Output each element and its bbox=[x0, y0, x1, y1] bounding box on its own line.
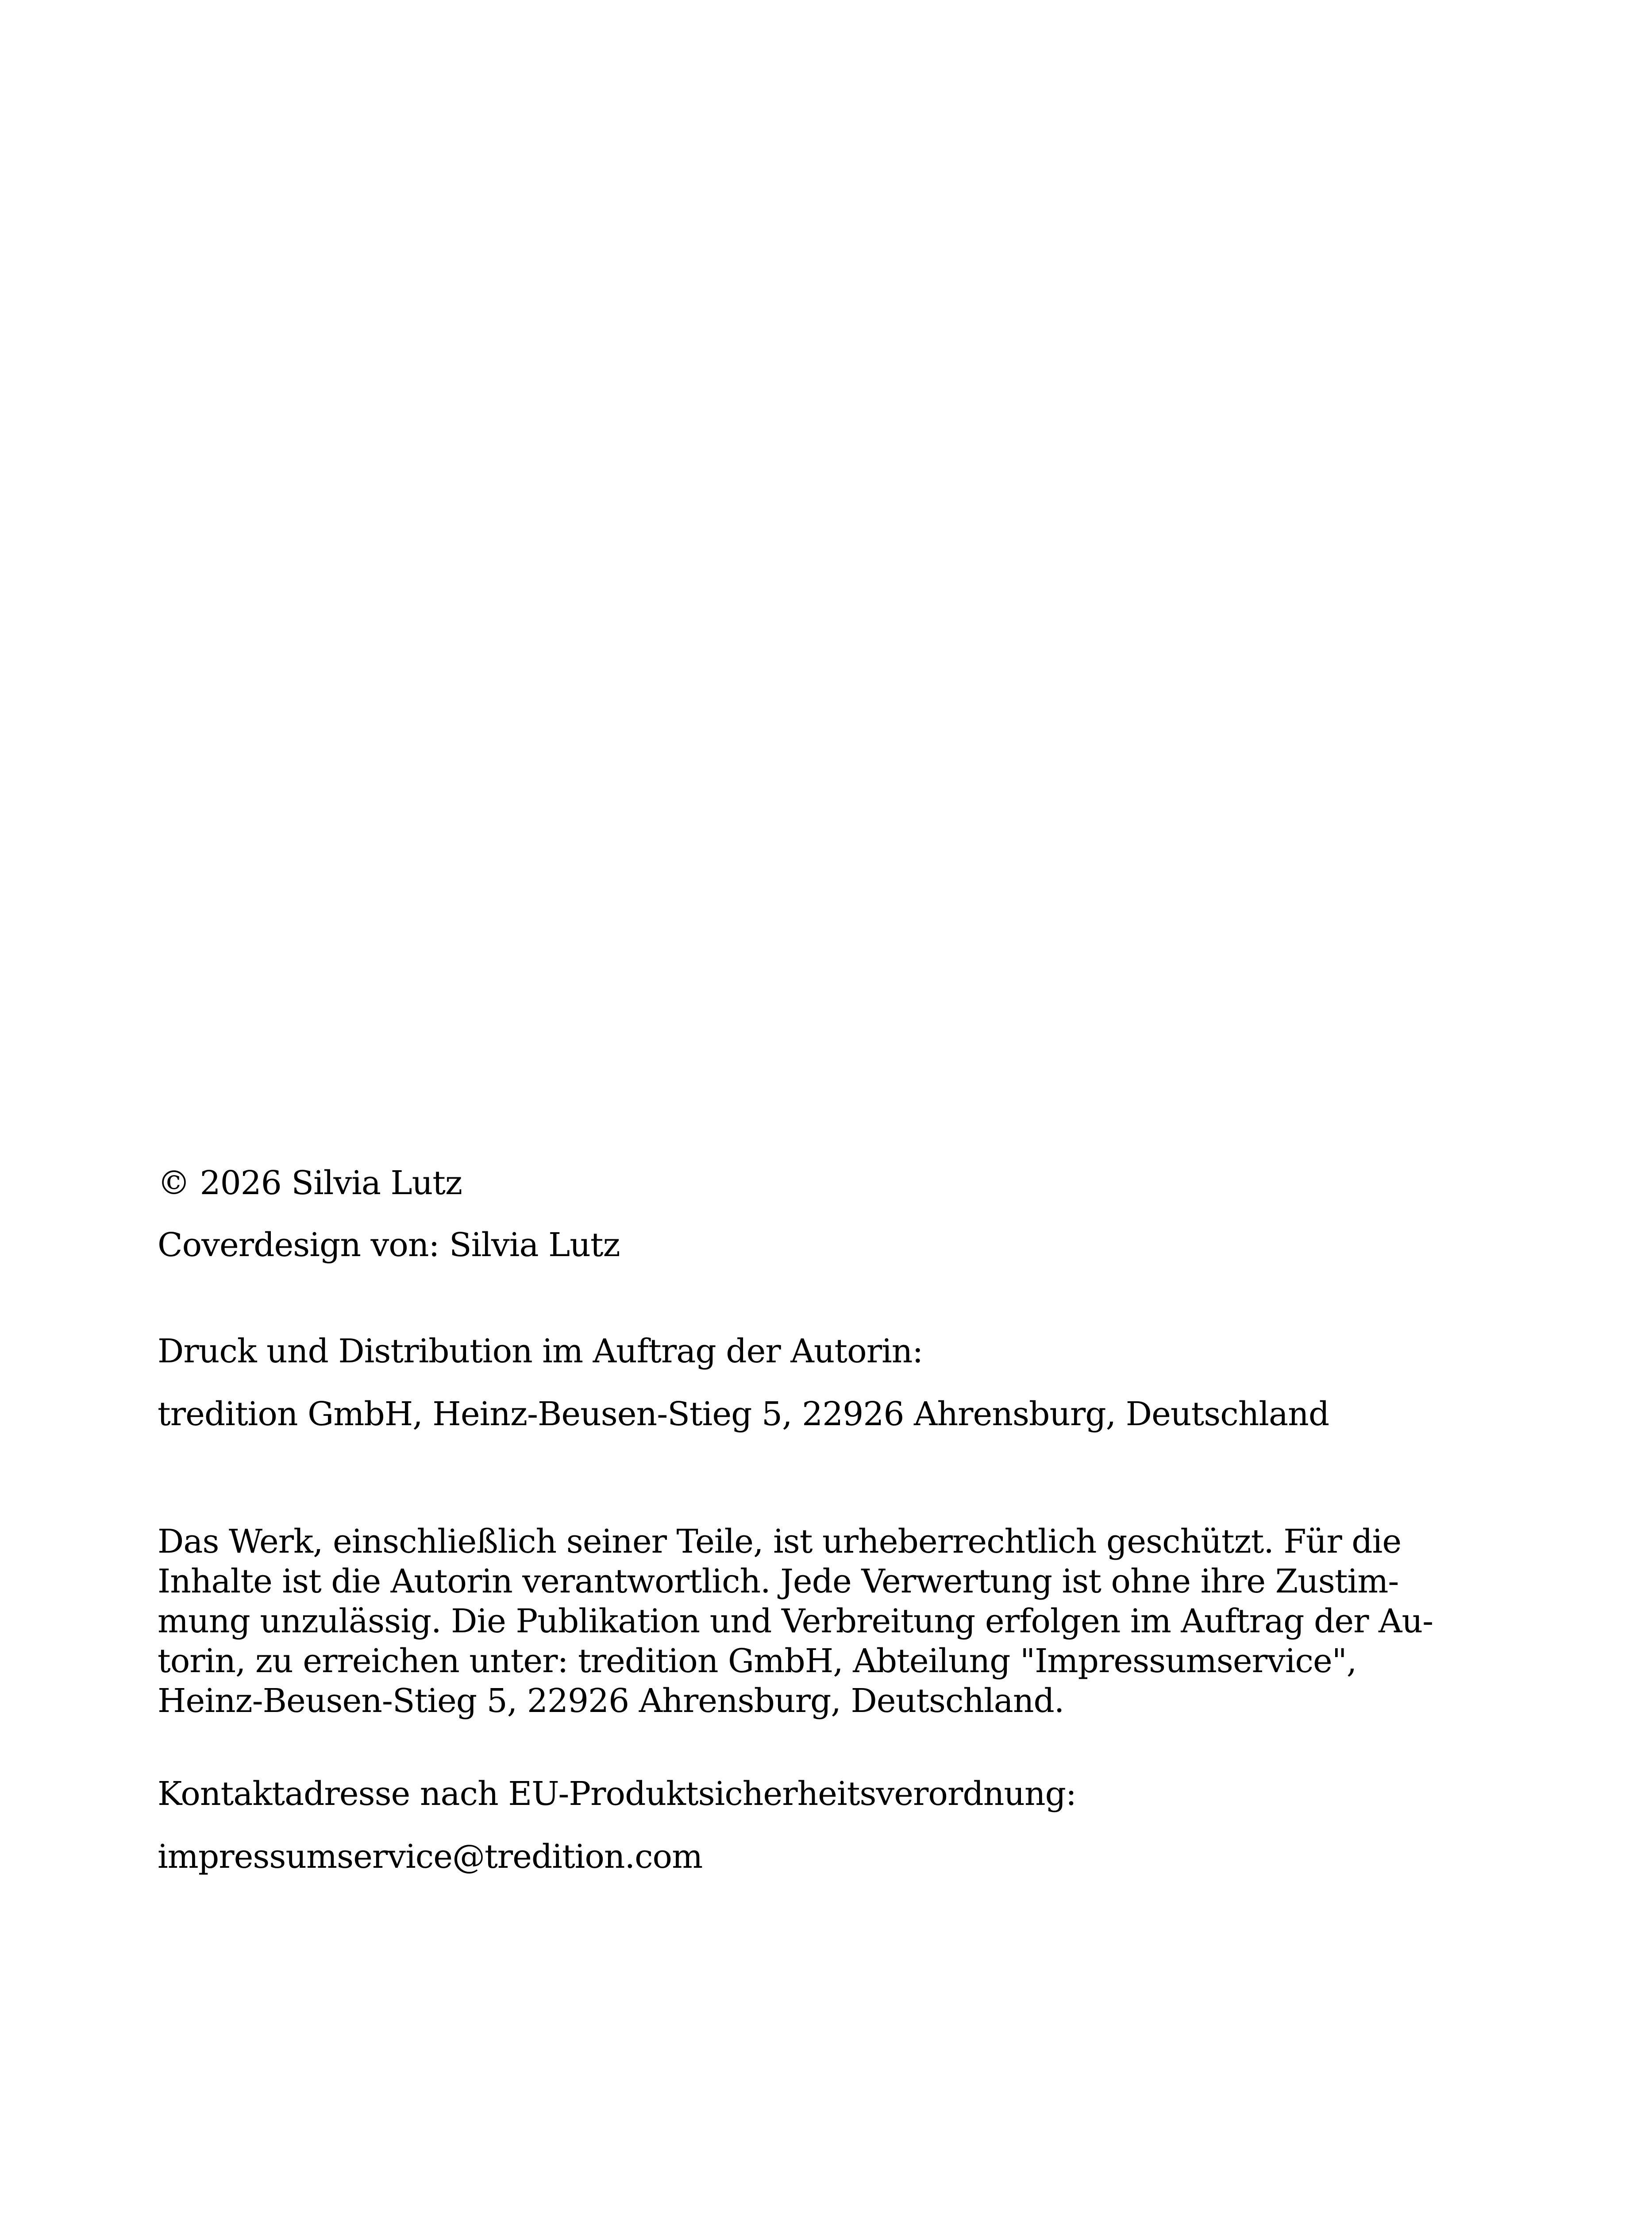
rights-notice-line: torin, zu erreichen unter: tredition GmbH, Abteilung "Impressumservice", bbox=[158, 1642, 1357, 1680]
rights-notice bbox=[158, 1522, 1481, 1721]
contact-email[interactable]: impressumservice@tredition.com bbox=[158, 1838, 703, 1876]
contact-heading: Kontaktadresse nach EU-Produktsicherheitsverordnung: bbox=[158, 1775, 1076, 1813]
rights-notice-line: Inhalte ist die Autorin verantwortlich. Jede Verwertung ist ohne ihre Zustim- bbox=[158, 1562, 1399, 1600]
rights-notice-line: mung unzulässig. Die Publikation und Verbreitung erfolgen im Auftrag der Au- bbox=[158, 1602, 1433, 1640]
cover-design-line: Coverdesign von: Silvia Lutz bbox=[158, 1226, 620, 1264]
printing-address: tredition GmbH, Heinz-Beusen-Stieg 5, 22926 Ahrensburg, Deutschland bbox=[158, 1395, 1329, 1433]
printing-heading: Druck und Distribution im Auftrag der Autorin: bbox=[158, 1332, 923, 1370]
rights-notice-line: Heinz-Beusen-Stieg 5, 22926 Ahrensburg, Deutschland. bbox=[158, 1682, 1064, 1720]
copyright-line: © 2026 Silvia Lutz bbox=[158, 1164, 462, 1202]
rights-notice-line: Das Werk, einschließlich seiner Teile, ist urheberrechtlich geschützt. Für die bbox=[158, 1523, 1402, 1561]
